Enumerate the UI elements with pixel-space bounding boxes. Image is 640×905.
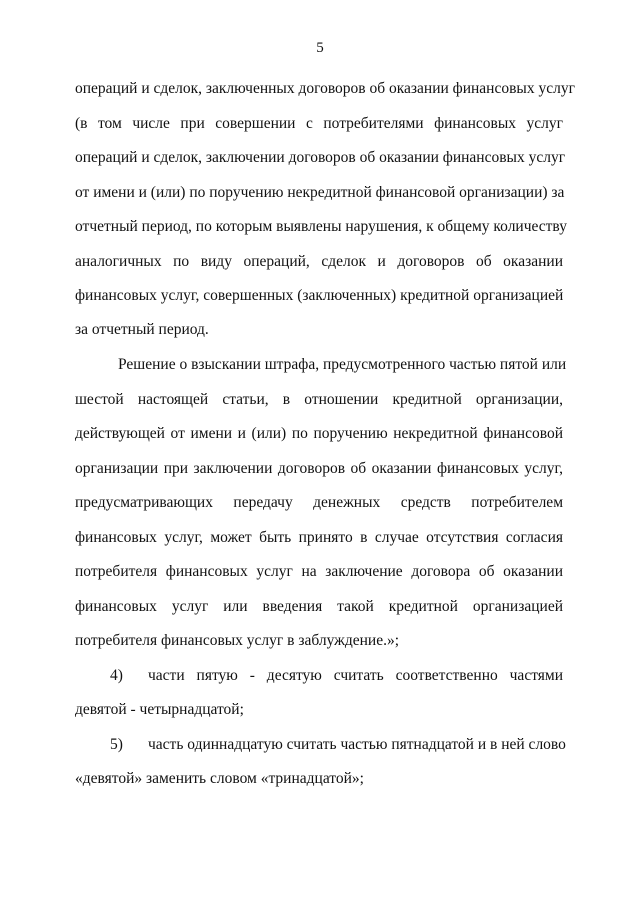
text-line: отчетный период, по которым выявлены нарушения, к общему количеству [75,218,567,235]
text-line: финансовых услуг, может быть принято в случае отсутствия согласия [75,529,563,546]
text-line: (в том числе при совершении с потребителями финансовых услуг [75,115,563,132]
text-line: девятой - четырнадцатой; [75,701,244,718]
text-line: части пятую - десятую считать соответственно частями [148,667,563,684]
page-number: 5 [316,40,324,56]
text-line: «девятой» заменить словом «тринадцатой»; [75,770,364,787]
text-line: операций и сделок, заключении договоров об оказании финансовых услуг [75,149,566,166]
text-line: за отчетный период. [75,321,209,338]
text-line: действующей от имени и (или) по поручению некредитной финансовой [75,425,563,442]
text-line: операций и сделок, заключенных договоров об оказании финансовых услуг [75,80,575,97]
text-line: аналогичных по виду операций, сделок и договоров об оказании [75,253,563,270]
item-number: 4) [110,667,123,684]
item-number: 5) [110,736,123,753]
text-line: часть одиннадцатую считать частью пятнадцатой и в ней слово [148,736,566,753]
text-line: финансовых услуг или введения такой кредитной организацией [75,598,563,615]
text-line: потребителя финансовых услуг в заблуждение.»; [75,632,400,649]
text-line: Решение о взыскании штрафа, предусмотренного частью пятой или [118,356,567,373]
text-line: потребителя финансовых услуг на заключение договора об оказании [75,563,563,580]
text-line: финансовых услуг, совершенных (заключенных) кредитной организацией [75,287,564,304]
text-line: шестой настоящей статьи, в отношении кредитной организации, [75,391,563,408]
text-line: предусматривающих передачу денежных средств потребителем [75,494,563,511]
text-line: от имени и (или) по поручению некредитной финансовой организации) за [75,184,565,201]
text-line: организации при заключении договоров об оказании финансовых услуг, [75,460,563,477]
